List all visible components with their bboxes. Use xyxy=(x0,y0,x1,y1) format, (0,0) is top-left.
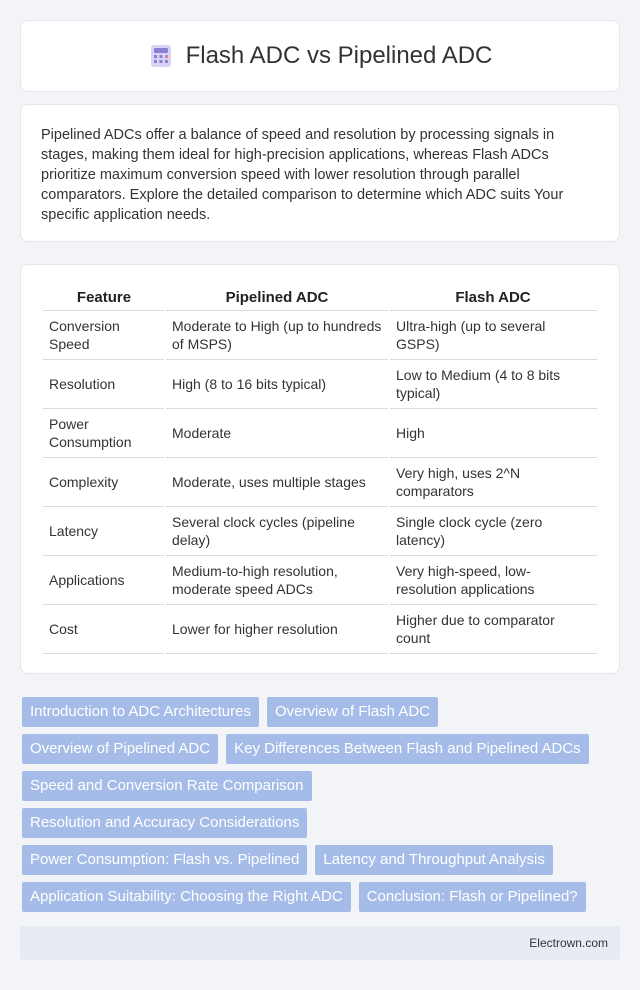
footer-brand: Electrown.com xyxy=(529,936,608,950)
tag-link[interactable]: Key Differences Between Flash and Pipelined ADCs xyxy=(226,734,589,764)
topic-tags xyxy=(22,697,622,919)
calculator-icon xyxy=(148,43,174,69)
tag-link[interactable]: Conclusion: Flash or Pipelined? xyxy=(359,882,586,912)
header-feature: Feature xyxy=(43,283,165,311)
flash-cell: High xyxy=(389,409,597,458)
page-title: Flash ADC vs Pipelined ADC xyxy=(185,42,493,69)
table-header-row xyxy=(43,283,597,311)
tag-row xyxy=(22,734,622,764)
header-pipelined: Pipelined ADC xyxy=(165,283,389,311)
table-row xyxy=(43,409,597,458)
table-row xyxy=(43,360,597,409)
intro-card xyxy=(20,104,620,242)
flash-cell: Ultra-high (up to several GSPS) xyxy=(389,311,597,360)
tag-link[interactable]: Application Suitability: Choosing the Right ADC xyxy=(22,882,351,912)
tag-row xyxy=(22,808,622,838)
feature-cell: Complexity xyxy=(43,458,165,507)
feature-cell: Resolution xyxy=(43,360,165,409)
tag-link[interactable]: Overview of Pipelined ADC xyxy=(22,734,218,764)
table-row xyxy=(43,605,597,654)
tag-row xyxy=(22,882,622,912)
feature-cell: Applications xyxy=(43,556,165,605)
feature-cell: Cost xyxy=(43,605,165,654)
pipelined-cell: Lower for higher resolution xyxy=(165,605,389,654)
tag-link[interactable]: Introduction to ADC Architectures xyxy=(22,697,259,727)
pipelined-cell: Moderate xyxy=(165,409,389,458)
tag-link[interactable]: Power Consumption: Flash vs. Pipelined xyxy=(22,845,307,875)
tag-row xyxy=(22,697,622,727)
flash-cell: Low to Medium (4 to 8 bits typical) xyxy=(389,360,597,409)
feature-cell: Latency xyxy=(43,507,165,556)
intro-text: Pipelined ADCs offer a balance of speed and resolution by processing signals in stages, making them ideal for high-precision applications, whereas Flash ADCs prioritize maximum conversion speed with lower resolution through parallel comparators. Explore the detailed comparison to determine which ADC suits Your specific application needs. xyxy=(41,127,564,223)
flash-cell: Very high-speed, low-resolution applications xyxy=(389,556,597,605)
tag-link[interactable]: Speed and Conversion Rate Comparison xyxy=(22,771,312,801)
tag-link[interactable]: Latency and Throughput Analysis xyxy=(315,845,553,875)
pipelined-cell: Moderate to High (up to hundreds of MSPS) xyxy=(165,311,389,360)
flash-cell: Higher due to comparator count xyxy=(389,605,597,654)
tag-link[interactable]: Overview of Flash ADC xyxy=(267,697,438,727)
tag-link[interactable]: Resolution and Accuracy Considerations xyxy=(22,808,307,838)
table-row xyxy=(43,311,597,360)
header-flash: Flash ADC xyxy=(389,283,597,311)
table-row xyxy=(43,458,597,507)
pipelined-cell: High (8 to 16 bits typical) xyxy=(165,360,389,409)
table-row xyxy=(43,556,597,605)
pipelined-cell: Moderate, uses multiple stages xyxy=(165,458,389,507)
pipelined-cell: Several clock cycles (pipeline delay) xyxy=(165,507,389,556)
table-row xyxy=(43,507,597,556)
feature-cell: Power Consumption xyxy=(43,409,165,458)
flash-cell: Single clock cycle (zero latency) xyxy=(389,507,597,556)
flash-cell: Very high, uses 2^N comparators xyxy=(389,458,597,507)
comparison-table-card xyxy=(20,264,620,674)
feature-cell: Conversion Speed xyxy=(43,311,165,360)
title-card xyxy=(20,20,620,92)
tag-row xyxy=(22,771,622,801)
footer xyxy=(20,926,620,960)
pipelined-cell: Medium-to-high resolution, moderate speed ADCs xyxy=(165,556,389,605)
tag-row xyxy=(22,845,622,875)
comparison-table xyxy=(43,283,597,654)
